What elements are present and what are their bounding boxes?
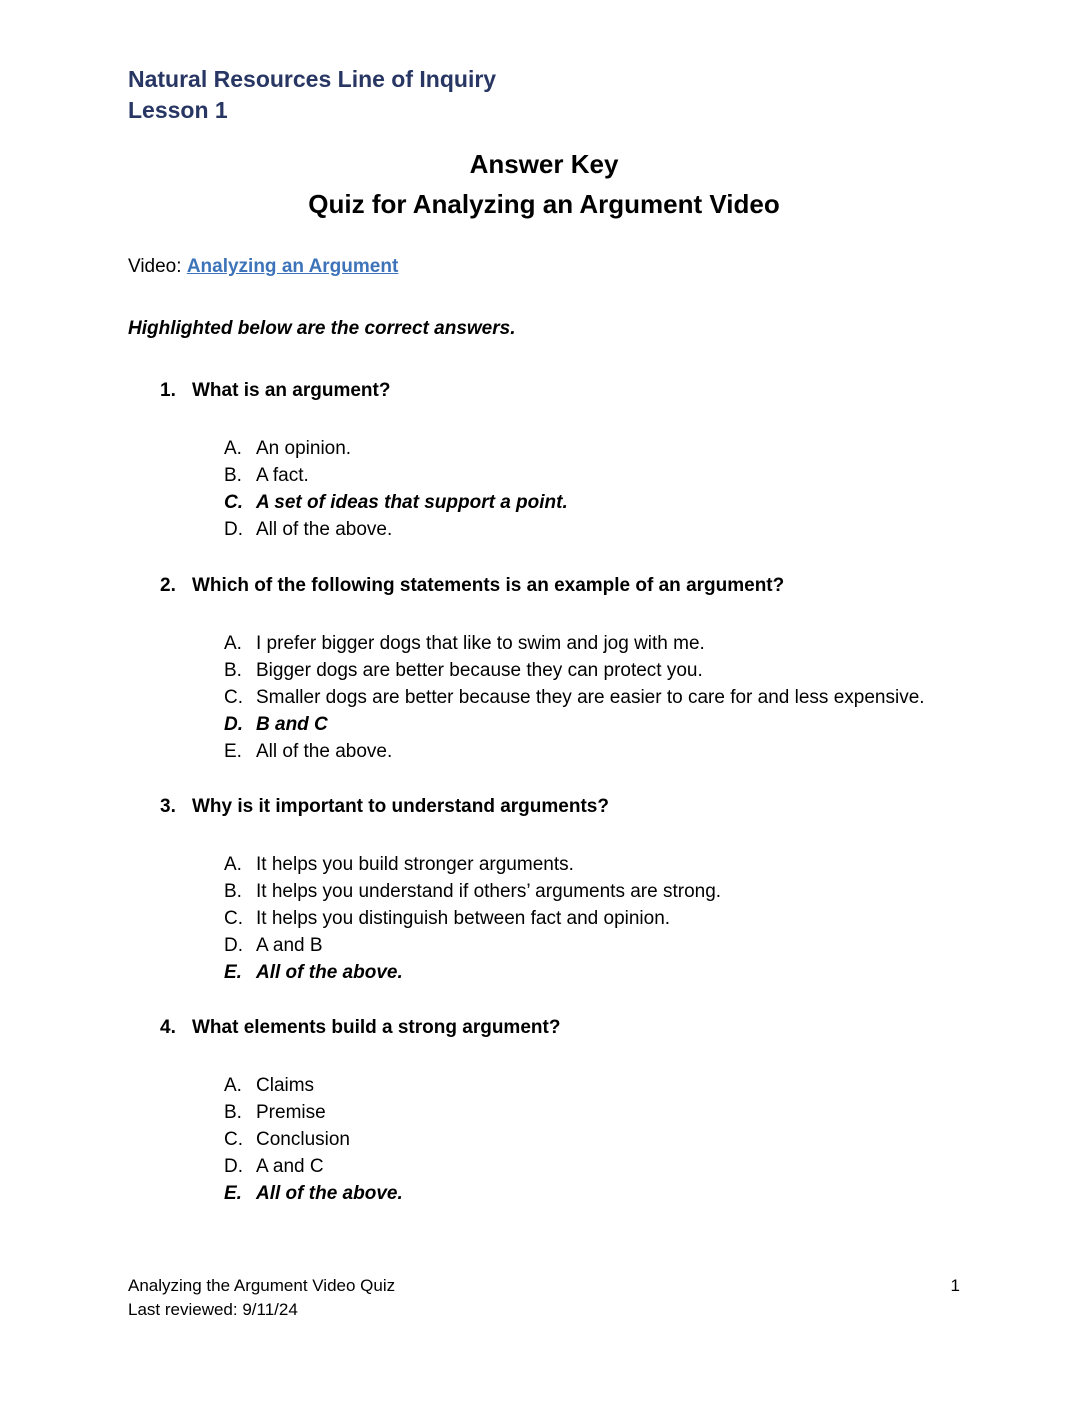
video-reference xyxy=(128,256,398,278)
option xyxy=(224,1072,403,1099)
option-text: A and C xyxy=(256,1156,324,1177)
question-4 xyxy=(160,1017,560,1039)
option xyxy=(224,932,721,959)
option xyxy=(224,630,925,657)
option xyxy=(224,435,568,462)
option-letter: C. xyxy=(224,492,243,513)
option-text: Claims xyxy=(256,1075,315,1096)
option-letter: A. xyxy=(224,633,242,654)
option-text: A set of ideas that support a point. xyxy=(256,492,568,513)
correct-option xyxy=(224,959,721,986)
option-text: A fact. xyxy=(256,465,309,486)
option-text: It helps you understand if others’ arguments are strong. xyxy=(256,881,722,902)
option-text: All of the above. xyxy=(256,741,393,762)
option-letter: E. xyxy=(224,962,242,983)
video-label: Video: xyxy=(128,256,187,277)
question-number: 2. xyxy=(160,575,176,596)
question-1-options xyxy=(224,435,568,543)
option-letter: D. xyxy=(224,1156,243,1177)
option-letter: B. xyxy=(224,881,242,902)
question-2 xyxy=(160,575,784,597)
correct-option xyxy=(224,1180,403,1207)
title-line-2: Quiz for Analyzing an Argument Video xyxy=(308,189,780,219)
document-title xyxy=(0,144,1088,224)
correct-option xyxy=(224,489,568,516)
option xyxy=(224,878,721,905)
question-number: 4. xyxy=(160,1017,176,1038)
lesson-header xyxy=(128,64,496,126)
question-text: What elements build a strong argument? xyxy=(192,1017,561,1038)
question-3-options xyxy=(224,851,721,986)
question-text: Which of the following statements is an example of an argument? xyxy=(192,575,785,596)
option-text: Bigger dogs are better because they can protect you. xyxy=(256,660,703,681)
option-letter: B. xyxy=(224,1102,242,1123)
option-letter: B. xyxy=(224,660,242,681)
question-number: 1. xyxy=(160,380,176,401)
question-2-options xyxy=(224,630,925,765)
footer-title: Analyzing the Argument Video Quiz xyxy=(128,1276,396,1295)
option-text: It helps you distinguish between fact and opinion. xyxy=(256,908,671,929)
option-text: All of the above. xyxy=(256,962,403,983)
option-letter: C. xyxy=(224,687,243,708)
option xyxy=(224,851,721,878)
option-text: Smaller dogs are better because they are easier to care for and less expensive. xyxy=(256,687,925,708)
option xyxy=(224,657,925,684)
page-footer xyxy=(128,1274,395,1322)
option xyxy=(224,1099,403,1126)
option xyxy=(224,905,721,932)
option-letter: A. xyxy=(224,1075,242,1096)
option-letter: E. xyxy=(224,741,242,762)
option-text: It helps you build stronger arguments. xyxy=(256,854,574,875)
option-text: B and C xyxy=(256,714,328,735)
option xyxy=(224,1153,403,1180)
option-text: All of the above. xyxy=(256,1183,403,1204)
option-text: A and B xyxy=(256,935,323,956)
header-line-2: Lesson 1 xyxy=(128,97,228,123)
correct-option xyxy=(224,711,925,738)
option-letter: A. xyxy=(224,438,242,459)
answer-note: Highlighted below are the correct answers. xyxy=(128,318,516,339)
question-4-options xyxy=(224,1072,403,1207)
video-link[interactable]: Analyzing an Argument xyxy=(186,256,399,277)
option-text: I prefer bigger dogs that like to swim and jog with me. xyxy=(256,633,705,654)
option-letter: D. xyxy=(224,519,243,540)
footer-reviewed-date: Last reviewed: 9/11/24 xyxy=(128,1300,298,1319)
option-letter: D. xyxy=(224,935,243,956)
option xyxy=(224,1126,403,1153)
option-letter: E. xyxy=(224,1183,242,1204)
option-text: Conclusion xyxy=(256,1129,350,1150)
question-3 xyxy=(160,796,609,818)
question-number: 3. xyxy=(160,796,176,817)
option xyxy=(224,738,925,765)
option-letter: C. xyxy=(224,908,243,929)
option-letter: D. xyxy=(224,714,243,735)
option-text: All of the above. xyxy=(256,519,393,540)
title-line-1: Answer Key xyxy=(469,149,619,179)
option-text: An opinion. xyxy=(256,438,352,459)
option xyxy=(224,684,925,711)
option xyxy=(224,516,568,543)
option-letter: A. xyxy=(224,854,242,875)
option-text: Premise xyxy=(256,1102,326,1123)
option xyxy=(224,462,568,489)
header-line-1: Natural Resources Line of Inquiry xyxy=(128,66,497,92)
question-1 xyxy=(160,380,390,402)
page-number: 1 xyxy=(950,1276,960,1295)
question-text: What is an argument? xyxy=(192,380,391,401)
question-text: Why is it important to understand arguments? xyxy=(192,796,609,817)
option-letter: C. xyxy=(224,1129,243,1150)
option-letter: B. xyxy=(224,465,242,486)
